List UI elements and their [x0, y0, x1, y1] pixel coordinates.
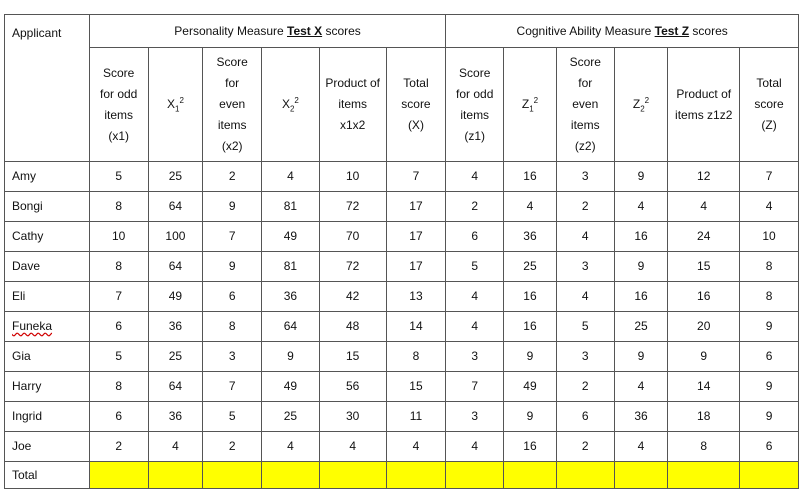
score-cell: 9 [203, 252, 262, 282]
score-cell: 4 [614, 432, 668, 462]
score-cell: 4 [614, 192, 668, 222]
total-label: Total [5, 462, 90, 489]
score-cell: 2 [556, 192, 614, 222]
score-cell: 18 [668, 402, 740, 432]
score-cell: 81 [262, 192, 320, 222]
score-cell: 4 [262, 162, 320, 192]
score-cell: 36 [614, 402, 668, 432]
score-cell: 16 [668, 282, 740, 312]
score-cell: 5 [203, 402, 262, 432]
score-cell: 72 [319, 252, 386, 282]
applicant-name: Dave [5, 252, 90, 282]
score-cell: 7 [446, 372, 504, 402]
score-cell: 6 [740, 432, 799, 462]
header-row-groups [5, 15, 799, 48]
score-cell: 56 [319, 372, 386, 402]
score-cell: 36 [148, 402, 203, 432]
score-cell: 20 [668, 312, 740, 342]
total-row [5, 462, 799, 489]
score-cell: 12 [668, 162, 740, 192]
score-cell: 8 [668, 432, 740, 462]
score-cell: 3 [203, 342, 262, 372]
applicant-name: Joe [5, 432, 90, 462]
table-row [5, 222, 799, 252]
table-row [5, 432, 799, 462]
score-cell: 4 [319, 432, 386, 462]
score-cell: 5 [89, 342, 148, 372]
applicant-name: Eli [5, 282, 90, 312]
total-input-cell[interactable] [668, 462, 740, 489]
score-cell: 14 [386, 312, 446, 342]
score-cell: 17 [386, 222, 446, 252]
score-cell: 2 [446, 192, 504, 222]
score-cell: 5 [556, 312, 614, 342]
score-cell: 36 [262, 282, 320, 312]
applicant-name: Ingrid [5, 402, 90, 432]
score-cell: 16 [504, 162, 557, 192]
score-cell: 6 [203, 282, 262, 312]
score-cell: 9 [740, 372, 799, 402]
score-cell: 2 [203, 432, 262, 462]
score-cell: 49 [504, 372, 557, 402]
score-cell: 25 [148, 342, 203, 372]
score-cell: 3 [446, 402, 504, 432]
score-cell: 100 [148, 222, 203, 252]
score-cell: 9 [668, 342, 740, 372]
score-cell: 25 [148, 162, 203, 192]
total-input-cell[interactable] [89, 462, 148, 489]
score-cell: 8 [740, 252, 799, 282]
score-cell: 9 [614, 162, 668, 192]
score-cell: 8 [89, 372, 148, 402]
score-cell: 5 [446, 252, 504, 282]
score-cell: 8 [203, 312, 262, 342]
score-cell: 3 [556, 252, 614, 282]
table-row [5, 252, 799, 282]
table-row [5, 342, 799, 372]
score-cell: 7 [386, 162, 446, 192]
score-cell: 16 [504, 312, 557, 342]
score-cell: 81 [262, 252, 320, 282]
score-cell: 6 [89, 402, 148, 432]
score-cell: 7 [203, 222, 262, 252]
score-cell: 8 [89, 252, 148, 282]
score-cell: 25 [504, 252, 557, 282]
score-cell: 8 [740, 282, 799, 312]
total-input-cell[interactable] [319, 462, 386, 489]
column-header-squared: $X_2^2$ [262, 48, 320, 162]
score-cell: 14 [668, 372, 740, 402]
score-cell: 9 [504, 402, 557, 432]
score-cell: 7 [740, 162, 799, 192]
score-cell: 2 [556, 432, 614, 462]
table-row [5, 192, 799, 222]
score-cell: 49 [262, 372, 320, 402]
score-cell: 4 [556, 222, 614, 252]
table-row [5, 312, 799, 342]
score-cell: 13 [386, 282, 446, 312]
column-header: Score for even items (x2) [203, 48, 262, 162]
score-cell: 7 [89, 282, 148, 312]
table-row [5, 372, 799, 402]
total-input-cell[interactable] [504, 462, 557, 489]
score-cell: 2 [89, 432, 148, 462]
column-header: Total score (X) [386, 48, 446, 162]
total-input-cell[interactable] [446, 462, 504, 489]
score-cell: 30 [319, 402, 386, 432]
total-input-cell[interactable] [740, 462, 799, 489]
score-cell: 9 [614, 252, 668, 282]
total-input-cell[interactable] [556, 462, 614, 489]
score-cell: 25 [614, 312, 668, 342]
column-header-squared: $Z_2^2$ [614, 48, 668, 162]
score-cell: 2 [556, 372, 614, 402]
score-cell: 49 [262, 222, 320, 252]
score-cell: 6 [740, 342, 799, 372]
score-cell: 15 [668, 252, 740, 282]
applicant-name: Amy [5, 162, 90, 192]
score-cell: 4 [446, 312, 504, 342]
score-cell: 25 [262, 402, 320, 432]
applicant-name: Harry [5, 372, 90, 402]
score-cell: 4 [446, 282, 504, 312]
score-cell: 48 [319, 312, 386, 342]
score-cell: 10 [740, 222, 799, 252]
score-cell: 3 [446, 342, 504, 372]
score-cell: 6 [89, 312, 148, 342]
score-cell: 64 [262, 312, 320, 342]
score-cell: 5 [89, 162, 148, 192]
score-cell: 4 [262, 432, 320, 462]
table-row [5, 162, 799, 192]
column-header-squared: $Z_1^2$ [504, 48, 557, 162]
score-cell: 4 [614, 372, 668, 402]
score-cell: 42 [319, 282, 386, 312]
column-header: Total score (Z) [740, 48, 799, 162]
applicant-name: Cathy [5, 222, 90, 252]
cognitive-group-header: Cognitive Ability Measure Test Z scores [446, 15, 799, 48]
score-cell: 64 [148, 372, 203, 402]
score-cell: 17 [386, 252, 446, 282]
score-cell: 4 [668, 192, 740, 222]
total-input-cell[interactable] [614, 462, 668, 489]
total-input-cell[interactable] [203, 462, 262, 489]
table-row [5, 402, 799, 432]
score-cell: 15 [386, 372, 446, 402]
score-cell: 9 [504, 342, 557, 372]
score-cell: 4 [446, 432, 504, 462]
personality-group-header: Personality Measure Test X scores [89, 15, 446, 48]
column-header: Score for odd items (z1) [446, 48, 504, 162]
applicant-name: Gia [5, 342, 90, 372]
score-cell: 6 [556, 402, 614, 432]
score-cell: 3 [556, 162, 614, 192]
applicant-name: Bongi [5, 192, 90, 222]
score-cell: 16 [504, 282, 557, 312]
score-cell: 9 [262, 342, 320, 372]
score-cell: 9 [740, 312, 799, 342]
score-cell: 49 [148, 282, 203, 312]
score-cell: 64 [148, 192, 203, 222]
score-cell: 4 [740, 192, 799, 222]
score-cell: 4 [386, 432, 446, 462]
score-cell: 16 [614, 222, 668, 252]
score-cell: 4 [148, 432, 203, 462]
applicant-name: Funeka [5, 312, 90, 342]
column-header: Product of items x1x2 [319, 48, 386, 162]
header-row-columns [5, 48, 799, 162]
score-cell: 24 [668, 222, 740, 252]
column-header: Score for odd items (x1) [89, 48, 148, 162]
column-header: Score for even items (z2) [556, 48, 614, 162]
score-cell: 4 [556, 282, 614, 312]
score-cell: 10 [319, 162, 386, 192]
score-cell: 64 [148, 252, 203, 282]
column-header-squared: $X_1^2$ [148, 48, 203, 162]
applicant-header: Applicant [5, 15, 90, 162]
score-cell: 72 [319, 192, 386, 222]
score-cell: 9 [740, 402, 799, 432]
column-header: Product of items z1z2 [668, 48, 740, 162]
score-cell: 2 [203, 162, 262, 192]
score-cell: 4 [446, 162, 504, 192]
score-cell: 15 [319, 342, 386, 372]
score-cell: 10 [89, 222, 148, 252]
total-input-cell[interactable] [262, 462, 320, 489]
score-cell: 36 [148, 312, 203, 342]
score-cell: 3 [556, 342, 614, 372]
score-cell: 8 [89, 192, 148, 222]
score-cell: 9 [614, 342, 668, 372]
total-input-cell[interactable] [148, 462, 203, 489]
score-cell: 7 [203, 372, 262, 402]
score-cell: 6 [446, 222, 504, 252]
total-input-cell[interactable] [386, 462, 446, 489]
applicant-scores-table [4, 14, 799, 489]
score-cell: 4 [504, 192, 557, 222]
score-cell: 16 [614, 282, 668, 312]
table-row [5, 282, 799, 312]
score-cell: 8 [386, 342, 446, 372]
score-cell: 17 [386, 192, 446, 222]
score-cell: 70 [319, 222, 386, 252]
score-cell: 16 [504, 432, 557, 462]
score-cell: 36 [504, 222, 557, 252]
score-cell: 11 [386, 402, 446, 432]
score-cell: 9 [203, 192, 262, 222]
